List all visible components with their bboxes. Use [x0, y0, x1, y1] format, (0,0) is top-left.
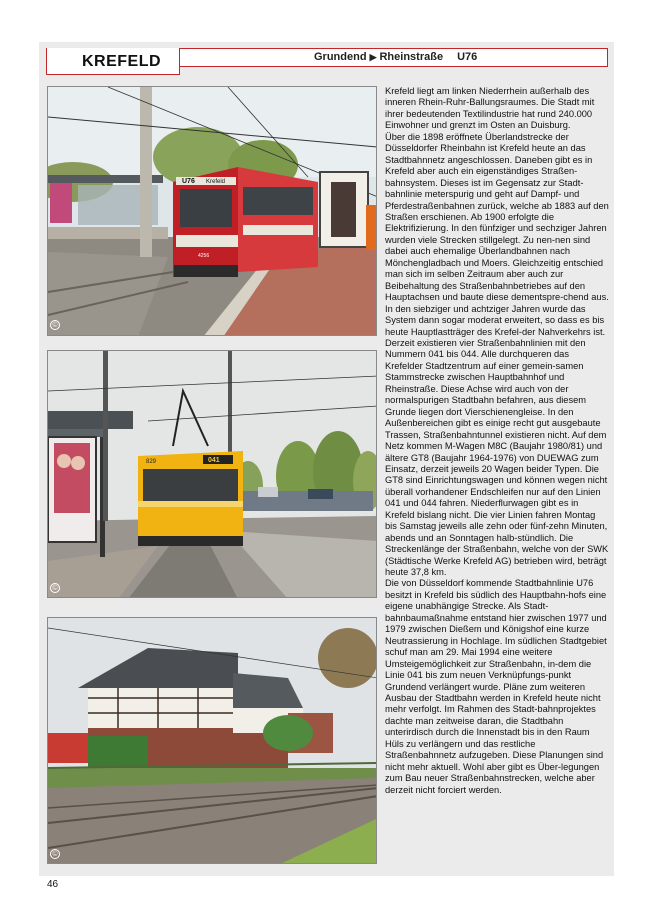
article-paragraph: Krefeld liegt am linken Niederrhein außerhalb des inneren Rhein-Ruhr-Ballungsraumes. Die Stadt mit ihrer bedeutenden Textilindustrie hat rund 240.000 Einwohner und grenzt im Osten an Duisburg. — [385, 86, 595, 131]
page-number: 46 — [47, 879, 59, 890]
photo-credit-icon: © — [50, 320, 60, 330]
photo-credit-icon: © — [50, 583, 60, 593]
photo-station-building — [47, 617, 377, 864]
photo-credit-icon: © — [50, 849, 60, 859]
article-body — [385, 86, 609, 796]
route-line: U76 — [457, 51, 478, 63]
tram-route-sign: 041 — [208, 457, 220, 464]
tram-route-sign: U76 — [182, 178, 195, 185]
tram-fleet-number: 4256 — [198, 253, 210, 259]
photo-yellow-tram — [47, 350, 377, 598]
tram-fleet-number: 829 — [146, 459, 157, 465]
route-from: Grundend — [314, 51, 367, 63]
route-label — [314, 51, 477, 63]
route-to: Rheinstraße — [379, 51, 444, 63]
article-paragraph: Über die 1898 eröffnete Überlandstrecke der Düsseldorfer Rheinbahn ist Krefeld heute an das Stadtbahnnetz angeschlossen. Daneben gibt es in Krefeld aber auch ein eigenständiges Straßen-bahnsystem. Dieses ist im Gegensatz zur Stadt-bahnlinie meterspurig und geht auf Dampf- und Pferdestraßenbahnen zurück, welche ab 1883 auf den Straßen erschienen. Ab 1900 erfolgte die Elektrifizierung. In den fünfziger und sechziger Jahren wurden viele Strecken stillgelegt. Zu nen-nen sind dabei auch ehemalige Überlandbahnen nach Mönchengladbach und Moers. Gleichzeitig entschied man sich im selben Zeitraum aber auch zur Beibehaltung des Straßenbahnbetriebes auf den Hauptachsen und baute diese dementspre-chend aus. In den siebziger und achtziger Jahren wurde das System dann sogar moderat erweitert, so dass es bis heute Hauptlastträger des Krefel-der Nahverkehrs ist. — [385, 131, 609, 337]
tram-destination-sign: Krefeld — [206, 179, 226, 185]
article-paragraph: Die von Düsseldorf kommende Stadtbahnlinie U76 besitzt in Krefeld bis südlich des Hauptbahn-hofs eine eigene unabhängige Strecke. Als Stadt-bahnbaumaßnahme entstand hier zwischen 1977 und 1979 zwischen Dießem und Königshof eine kurze Neutrassierung in Hochlage. Im südlichen Stadtgebiet schuf man am 29. Mai 1994 eine weitere Umsteigemöglichkeit zur Straßenbahn, in-dem die Linie 041 bis zum neuen Verknüpfungs-punkt Grundend verlängert wurde. Pläne zum weiteren Ausbau der Stadtbahn werden in Krefeld heute nicht mehr verfolgt. Im Rahmen des Stadt-bahnprojektes dachte man zeitweise daran, die Stadtbahn unterirdisch durch die Innenstadt bis in den Raum Hüls zu verlängern und das restliche Straßenbahnnetz aufzugeben. Diese Planungen sind nicht mehr aktuell. Wohl aber gibt es Über-legungen zum Bau neuer Straßenbahnstrecken, welche aber derzeit nicht forciert werden. — [385, 578, 607, 795]
photo-stadtbahn-platform — [47, 86, 377, 336]
route-arrow-icon: ▶ — [369, 52, 377, 62]
article-paragraph: Derzeit existieren vier Straßenbahnlinien mit den Nummern 041 bis 044. Alle durchqueren das Krefelder Stadtzentrum auf einer gemein-samen Stammstrecke zwischen Hauptbahnhof und Rheinstraße. Diese Achse wird auch von der normalspurigen Stadtbahn befahren, aus diesem Grunde liegen dort Vierschienengleise. In den Außenbereichen gibt es einige recht gut ausgebaute Trassen, Straßenbahntunnel existieren nicht. Auf dem Netz kommen M-Wagen M8C (Baujahr 1980/81) und ältere GT8 (Baujahr 1964-1976) von DUEWAG zum Einsatz, derzeit jeweils 20 Wagen beider Typen. Die GT8 sind Einrichtungswagen und können wegen nicht überall vorhandener Endschleifen nur auf den Linien 041 und 044 fahren. Niederflurwagen gibt es in Krefeld bislang nicht. Die vier Linien fahren Montag bis Samstag jeweils alle zehn oder fünf-zehn Minuten, abends und an Sonntagen halb-stündlich. Die Streckenlänge der Straßenbahn, welche von der SWK (Städtische Werke Krefeld AG) betrieben wird, beträgt heute 37,8 km. — [385, 337, 609, 578]
page-title: KREFELD — [82, 53, 162, 70]
